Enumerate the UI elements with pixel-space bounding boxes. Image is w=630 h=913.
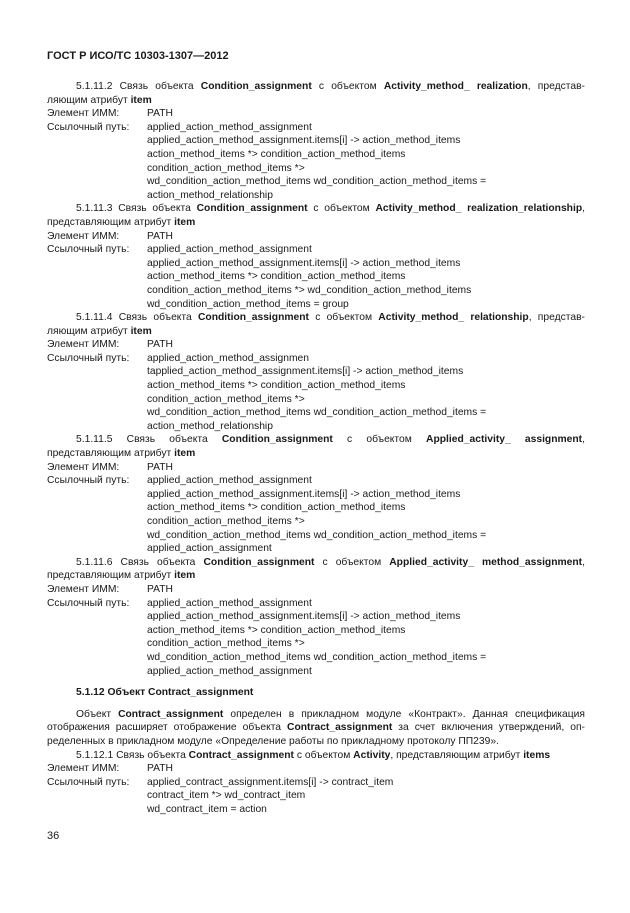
element-row: Элемент ИММ: PATH — [47, 230, 173, 242]
path-line: condition_action_method_items *> — [147, 638, 305, 650]
section-5-1-11-4 — [47, 311, 585, 433]
section-heading-text: 5.1.11.3 Связь объекта Condition_assignment с объектом Activity_method_ realization_relationship, представляющим атрибут item — [47, 203, 585, 228]
path-row: Ссылочный путь: applied_contract_assignment.items[i] -> contract_item — [47, 776, 394, 788]
path-line: applied_action_method_assignment.items[i] -> action_method_items — [147, 488, 461, 500]
section-heading-text: 5.1.12.1 Связь объекта Contract_assignment с объектом Activity, представляющим атрибут items — [76, 749, 551, 761]
path-row: Ссылочный путь: applied_action_method_assignment — [47, 475, 312, 487]
page-number: 36 — [47, 830, 60, 842]
section-heading-text: 5.1.11.2 Связь объекта Condition_assignment с объектом Activity_method_ realization, представ-ляющим атрибут item — [47, 81, 585, 106]
path-line: wd_condition_action_method_items wd_condition_action_method_items = — [147, 651, 487, 663]
section-5-1-12-1 — [47, 749, 585, 817]
path-line: condition_action_method_items *> — [147, 516, 305, 527]
path-row: Ссылочный путь: applied_action_method_assignment — [47, 121, 312, 133]
section-5-1-11-2 — [47, 80, 585, 202]
path-line: wd_condition_action_method_items wd_condition_action_method_items = — [147, 176, 487, 188]
intro-paragraph: Объект Contract_assignment определен в прикладном модуле «Контракт». Данная спецификация отображения расширяет отображение объекта Contract_assignment за счет включения утверждений, оп-ределенных в прикладном модуле «Определение работы по прикладному протоколу ПП239». — [47, 708, 585, 747]
path-line: action_method_items *> condition_action_method_items — [147, 148, 406, 160]
document-body — [47, 80, 585, 816]
path-line: applied_action_method_assignment.items[i] -> action_method_items — [147, 611, 461, 623]
element-row: Элемент ИММ: PATH — [47, 461, 173, 473]
element-row: Элемент ИММ: PATH — [47, 583, 173, 595]
section-heading-text: 5.1.11.6 Связь объекта Condition_assignment с объектом Applied_activity_ method_assignment, представляющим атрибут item — [47, 556, 585, 582]
path-line: contract_item *> wd_contract_item — [147, 790, 306, 802]
path-line: wd_contract_item = action — [147, 803, 267, 815]
section-5-1-11-3 — [47, 202, 585, 311]
element-row: Элемент ИММ: PATH — [47, 108, 173, 120]
path-line: wd_condition_action_method_items wd_condition_action_method_items = — [147, 407, 487, 419]
path-line: wd_condition_action_method_items = group — [147, 298, 349, 310]
path-line: tapplied_action_method_assignment.items[i] -> action_method_items — [147, 366, 464, 378]
element-row: Элемент ИММ: PATH — [47, 763, 173, 775]
path-line: action_method_relationship — [147, 189, 273, 201]
section-heading-text: 5.1.11.4 Связь объекта Condition_assignment с объектом Activity_method_ relationship, представ-ляющим атрибут item — [47, 312, 585, 337]
element-row: Элемент ИММ: PATH — [47, 339, 173, 351]
path-line: applied_action_method_assignment — [147, 665, 312, 677]
path-line: wd_condition_action_method_items wd_condition_action_method_items = — [147, 529, 487, 541]
path-line: action_method_items *> condition_action_method_items — [147, 271, 406, 283]
path-line: condition_action_method_items *> — [147, 162, 305, 174]
path-row: Ссылочный путь: applied_action_method_assignmen — [47, 352, 310, 364]
path-line: action_method_items *> condition_action_method_items — [147, 380, 406, 392]
path-row: Ссылочный путь: applied_action_method_assignment — [47, 244, 312, 256]
path-line: action_method_items *> condition_action_method_items — [147, 502, 406, 514]
path-line: applied_action_method_assignment.items[i] -> action_method_items — [147, 257, 461, 269]
path-line: action_method_relationship — [147, 420, 273, 432]
section-heading-text: 5.1.11.5 Связь объекта Condition_assignment с объектом Applied_activity_ assignment, представляющим атрибут item — [47, 434, 585, 460]
path-row: Ссылочный путь: applied_action_method_assignment — [47, 597, 312, 609]
path-line: applied_action_assignment — [147, 543, 272, 555]
path-line: applied_action_method_assignment.items[i] -> action_method_items — [147, 135, 461, 147]
path-line: condition_action_method_items *> wd_condition_action_method_items — [147, 284, 472, 296]
page-header: ГОСТ Р ИСО/ТС 10303-1307—2012 — [47, 50, 229, 62]
section-5-1-11-6 — [47, 556, 585, 678]
path-line: action_method_items *> condition_action_method_items — [147, 624, 406, 636]
path-line: condition_action_method_items *> — [147, 393, 305, 405]
section-5-1-11-5 — [47, 433, 585, 555]
subsection-heading: 5.1.12 Объект Contract_assignment — [76, 687, 254, 699]
